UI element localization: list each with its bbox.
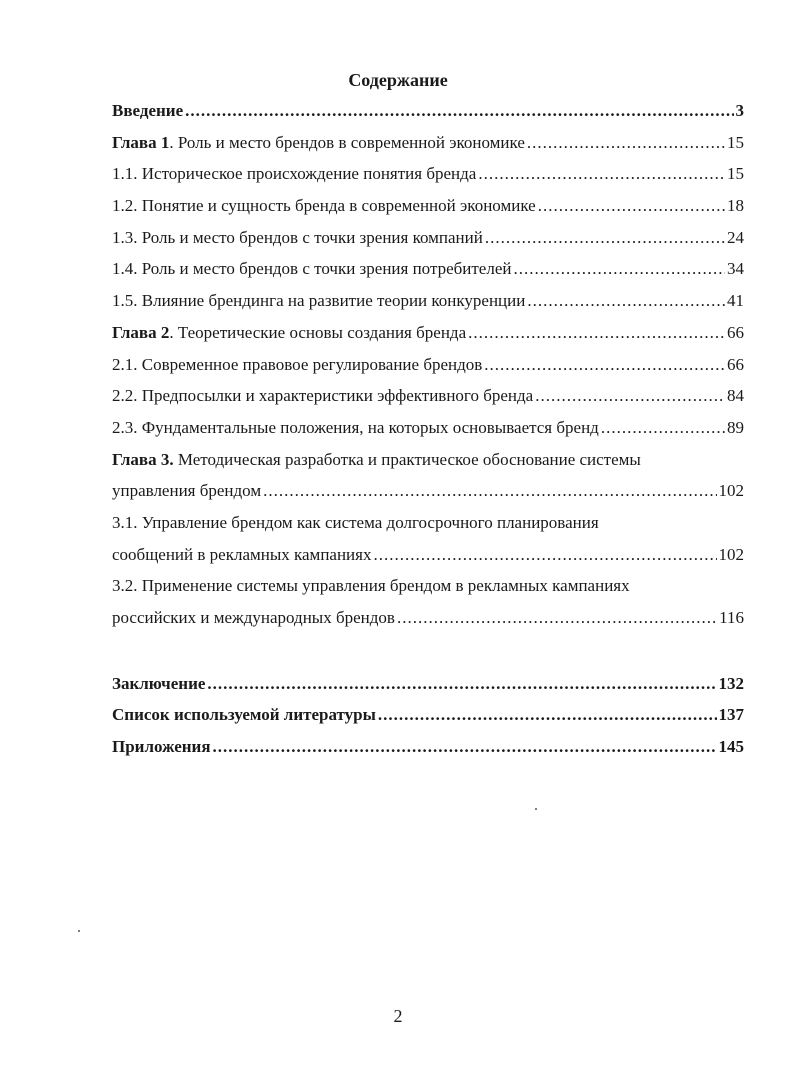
page-ref: 15 [727,164,744,184]
page-ref: 66 [727,322,744,342]
toc-entry-2-3: 2.3. Фундаментальные положения, на которых основывается бренд ..... 89 [112,418,744,450]
page-ref: 18 [727,196,744,216]
page-ref: 102 [718,544,744,564]
page-number: 2 [393,1006,403,1026]
toc-entry-chapter-3-line1: Глава 3. Методическая разработка и практическое обоснование системы [112,449,641,469]
toc-entry-conclusion: Заключение ..... 132 [112,674,744,706]
toc-entry-1-4: 1.4. Роль и место брендов с точки зрения потребителей ..... 34 [112,259,744,291]
toc-entry-3-2-line2: российских и международных брендов ..... 116 [112,608,744,640]
page-ref: 41 [727,291,744,311]
page-ref: 145 [718,737,744,757]
page-ref: 3 [735,101,744,120]
toc-entry-3-1-line1: 3.1. Управление брендом как система долгосрочного планирования [112,512,599,532]
toc-entry-1-3: 1.3. Роль и место брендов с точки зрения компаний ..... 24 [112,228,744,260]
toc-entry-2-2: 2.2. Предпосылки и характеристики эффективного бренда ..... 84 [112,386,744,418]
toc-entry-intro: Введение ..... 3 [112,101,744,133]
page-ref: 34 [727,259,744,279]
scan-speck [78,930,80,932]
toc-entry-literature: Список используемой литературы ..... 137 [112,705,744,737]
toc-entry-1-5: 1.5. Влияние брендинга на развитие теории конкуренции ..... 41 [112,291,744,323]
page-ref: 66 [727,354,744,374]
page-ref: 116 [719,608,744,627]
toc-entry-chapter-3-line2: управления брендом ..... 102 [112,481,744,513]
scan-speck [535,808,537,810]
page-ref: 24 [727,227,744,247]
page-ref: 132 [718,673,744,693]
toc-entry-chapter-2: Глава 2. Теоретические основы создания бренда ..... 66 [112,323,744,355]
toc-entry-3-2-line1: 3.2. Применение системы управления брендом в рекламных кампаниях [112,576,630,596]
page-ref: 102 [718,481,744,501]
page-title: Содержание [348,70,448,90]
toc-entry-3-1-line2: сообщений в рекламных кампаниях ..... 102 [112,545,744,577]
page-ref: 84 [727,386,744,406]
table-of-contents [112,101,744,769]
page-ref: 137 [718,705,744,725]
page-ref: 89 [727,417,744,437]
toc-entry-1-1: 1.1. Историческое происхождение понятия бренда ..... 15 [112,164,744,196]
toc-entry-appendix: Приложения ..... 145 [112,737,744,769]
toc-entry-2-1: 2.1. Современное правовое регулирование брендов ..... 66 [112,355,744,387]
toc-entry-1-2: 1.2. Понятие и сущность бренда в современной экономике ..... 18 [112,196,744,228]
page-ref: 15 [727,132,744,152]
toc-entry-chapter-1: Глава 1. Роль и место брендов в современной экономике ..... 15 [112,133,744,165]
